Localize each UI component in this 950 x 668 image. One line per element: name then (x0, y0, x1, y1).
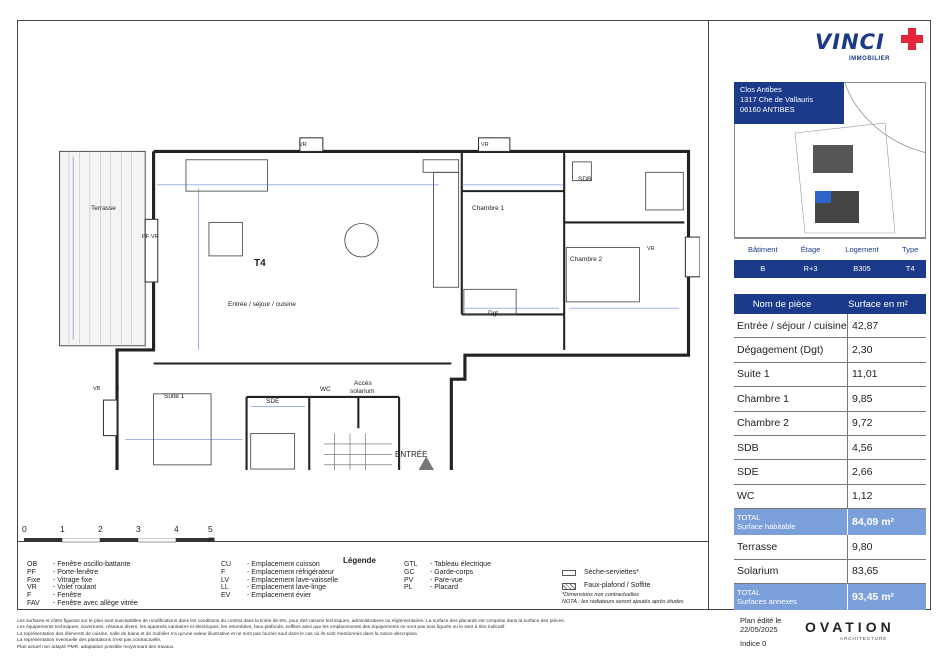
legend-value: - Fenêtre avec allège vitrée (53, 599, 138, 607)
room-terrasse-label: Terrasse (91, 205, 116, 212)
room-row (734, 314, 926, 338)
window-pf-label: PF (142, 234, 150, 240)
col-room-name: Nom de pièce (752, 298, 812, 310)
legend-key: Fixe (27, 576, 41, 584)
legend-value: - Emplacement lave-linge (247, 584, 326, 592)
project-address: 1317 Che de Vallauris (740, 95, 814, 104)
total-habitable-label (734, 509, 848, 535)
room-t4-label: T4 (254, 258, 266, 269)
legend-key: LL (221, 584, 229, 592)
room-row (734, 338, 926, 362)
total-habitable-value: 84,09 m² (852, 516, 895, 529)
architect-logo: OVATION (805, 619, 895, 635)
legend-col-4 (562, 566, 684, 606)
sheet-divider-vertical (708, 20, 709, 610)
note-line: La représentation éventuelle des plantations n'est pas contractuelle. (17, 638, 162, 644)
room-row (734, 412, 926, 436)
towel-dryer-icon (562, 570, 576, 576)
room-name: Suite 1 (734, 363, 848, 386)
note-line: Les équipements techniques, ouvertures, réseaux divers, les appareils sanitaires et électriques, les retombées, faux-plafonds, soffites ainsi que les emplacements des équipements ne sont pas tous figurés ou le sont à titre indicatif. (17, 625, 506, 631)
legend-key: PV (404, 576, 414, 584)
legend-note-2: NOTA : les radiateurs seront ajoutés après études (562, 599, 684, 605)
plan-index: Indice 0 (740, 639, 767, 648)
room-sdb-label: SDB (578, 176, 592, 183)
window-vr-label-3: VR (647, 246, 655, 252)
project-name: Clos Antibes (740, 85, 782, 94)
annex-surface: 83,65 (852, 565, 879, 578)
room-name: SDB (734, 436, 848, 459)
annex-name: Terrasse (734, 535, 848, 558)
meta-value: B305 (830, 260, 895, 278)
logo-subtitle: IMMOBILIER (849, 56, 890, 62)
project-info (734, 82, 844, 124)
legend-key: OB (27, 561, 38, 568)
legend-value: - Fenêtre (53, 592, 82, 600)
room-dgt-label: Dgt (488, 310, 499, 317)
legend-value: Sèche-serviettes* (584, 569, 639, 577)
legend-title: Légende (343, 556, 376, 565)
annex-row (734, 535, 926, 559)
room-row (734, 436, 926, 460)
meta-value: R+3 (792, 260, 830, 278)
project-city: 06160 ANTIBES (740, 105, 795, 114)
scale-bar-graphic (22, 538, 222, 558)
legend-key: PF (27, 568, 36, 576)
room-surface: 9,72 (852, 417, 873, 430)
room-suite1-label: Suite 1 (164, 393, 185, 400)
total-sublabel: Surfaces annexes (737, 596, 798, 606)
rooms-table (734, 294, 926, 610)
plan-edit-date: 22/05/2025 (740, 625, 778, 634)
legend-value: - Pare-vue (430, 576, 463, 584)
total-habitable-row (734, 509, 926, 535)
lot-meta-table (734, 238, 926, 278)
legend-value: - Emplacement cuisson (247, 561, 320, 568)
vinci-logo (815, 26, 925, 68)
legend-col-3 (404, 561, 491, 592)
room-sejour-label: Entrée / séjour / cuisine (228, 301, 296, 308)
total-annexes-row (734, 584, 926, 610)
window-f-label: F (116, 386, 120, 392)
room-surface: 42,87 (852, 319, 879, 332)
legend-value: - Tableau électrique (430, 561, 491, 568)
legend-value: - Emplacement évier (247, 592, 312, 600)
window-vr-label-1: VR (299, 142, 307, 148)
scale-bar (22, 524, 222, 544)
legend-key: FAV (27, 599, 40, 607)
meta-header: Logement (830, 239, 895, 260)
meta-header: Type (894, 239, 926, 260)
legend-col-1 (27, 561, 138, 608)
total-label: TOTAL (737, 587, 761, 597)
entree-label: ENTRÉE (395, 450, 428, 459)
logo-word: VINCI (815, 30, 885, 54)
scale-label-3: 3 (136, 524, 141, 534)
room-surface: 11,01 (852, 368, 878, 381)
room-name: Chambre 1 (734, 387, 848, 410)
legend-key: EV (221, 592, 231, 600)
legend-key: GC (404, 568, 415, 576)
window-vr-label-4: VR (151, 234, 159, 240)
annex-name: Solarium (734, 560, 848, 583)
legend-value: - Garde-corps (430, 568, 474, 576)
scale-label-5: 5 m (208, 524, 216, 544)
room-surface: 4,56 (852, 441, 873, 454)
scale-label-4: 4 (174, 524, 179, 534)
legend-key: PL (404, 584, 413, 592)
legend-value: - Emplacement réfrigérateur (247, 568, 335, 576)
room-surface: 2,30 (852, 344, 873, 357)
room-surface: 2,66 (852, 466, 873, 479)
note-line: La représentation des éléments de cuisine, salle de bains et de mobilier n'a qu'une valeur illustrative et ne sont pas fournis sauf dans le cas où ils sont mentionnés dans la notice descriptive. (17, 631, 419, 637)
room-name: Entrée / séjour / cuisine (734, 314, 848, 337)
total-label: TOTAL (737, 513, 761, 523)
total-annexes-value: 93,45 m² (852, 590, 895, 603)
total-annexes-label (734, 584, 848, 610)
legend-value: - Porte-fenêtre (53, 568, 99, 576)
room-name: Dégagement (Dgt) (734, 338, 848, 361)
col-room-surface: Surface en m² (848, 298, 908, 310)
note-line: Les surfaces et côtes figurant sur le plan sont susceptibles de modifications dans les conditions du contrat dans la limite de 5%, pour des raisons techniques, administratives ou réglementaires. La surface des placards est comprise dans la surface des pièces. (17, 619, 565, 624)
legend-value: - Placard (430, 584, 459, 592)
rooms-table-header (734, 294, 926, 314)
legend-value: - Fenêtre oscillo-battante (53, 561, 131, 568)
legend-key: GTL (404, 561, 418, 568)
room-sde-label: SDE (266, 398, 280, 405)
scale-label-0: 0 (22, 524, 27, 534)
room-row (734, 485, 926, 509)
false-ceiling-icon (562, 583, 576, 590)
terrasse-area (60, 151, 146, 345)
meta-header: Bâtiment (734, 239, 792, 260)
plan-edit-info (740, 616, 781, 634)
legend-note-1: *Dimensions non contractuelles (562, 592, 640, 598)
room-solarium-label: solarium (350, 388, 375, 395)
legend-key: LV (221, 576, 230, 584)
room-row (734, 387, 926, 411)
room-surface: 9,85 (852, 392, 873, 405)
legend-key: F (221, 568, 226, 576)
plan-edit-label: Plan édité le (740, 616, 782, 625)
logo-cross-icon (899, 26, 925, 52)
legend-value: - Emplacement lave-vaisselle (247, 576, 339, 584)
room-surface: 1,12 (852, 490, 873, 503)
room-name: WC (734, 485, 848, 508)
legend-value: Faux-plafond / Soffite (584, 582, 651, 590)
room-chambre1-label: Chambre 1 (472, 205, 505, 212)
room-name: SDE (734, 460, 848, 483)
room-row (734, 363, 926, 387)
legend-value: - Volet roulant (53, 584, 97, 592)
window-vr-label-2: VR (481, 142, 489, 148)
meta-value: B (734, 260, 792, 278)
note-line: Plan actuel non adapté PMR, adaptation possible moyennant des travaux. (17, 644, 175, 650)
annex-row (734, 560, 926, 584)
window-vb-label: VB (93, 386, 101, 392)
legend-key: VR (27, 584, 37, 592)
meta-value: T4 (894, 260, 926, 278)
room-wc-label: WC (320, 386, 331, 393)
legend-key: CU (221, 561, 232, 568)
room-row (734, 460, 926, 484)
meta-header: Étage (792, 239, 830, 260)
total-sublabel: Surface habitable (737, 522, 796, 532)
annex-surface: 9,80 (852, 540, 873, 553)
scale-label-2: 2 (98, 524, 103, 534)
legend-col-2 (221, 561, 338, 600)
legend-key: F (27, 592, 32, 600)
room-name: Chambre 2 (734, 412, 848, 435)
architect-subtitle: ARCHITECTURE (840, 636, 888, 641)
room-chambre2-label: Chambre 2 (570, 256, 603, 263)
legal-notes (17, 619, 707, 651)
room-acces-label: Accès (354, 380, 372, 387)
legend-value: - Vitrage fixe (53, 576, 93, 584)
scale-label-1: 1 (60, 524, 65, 534)
